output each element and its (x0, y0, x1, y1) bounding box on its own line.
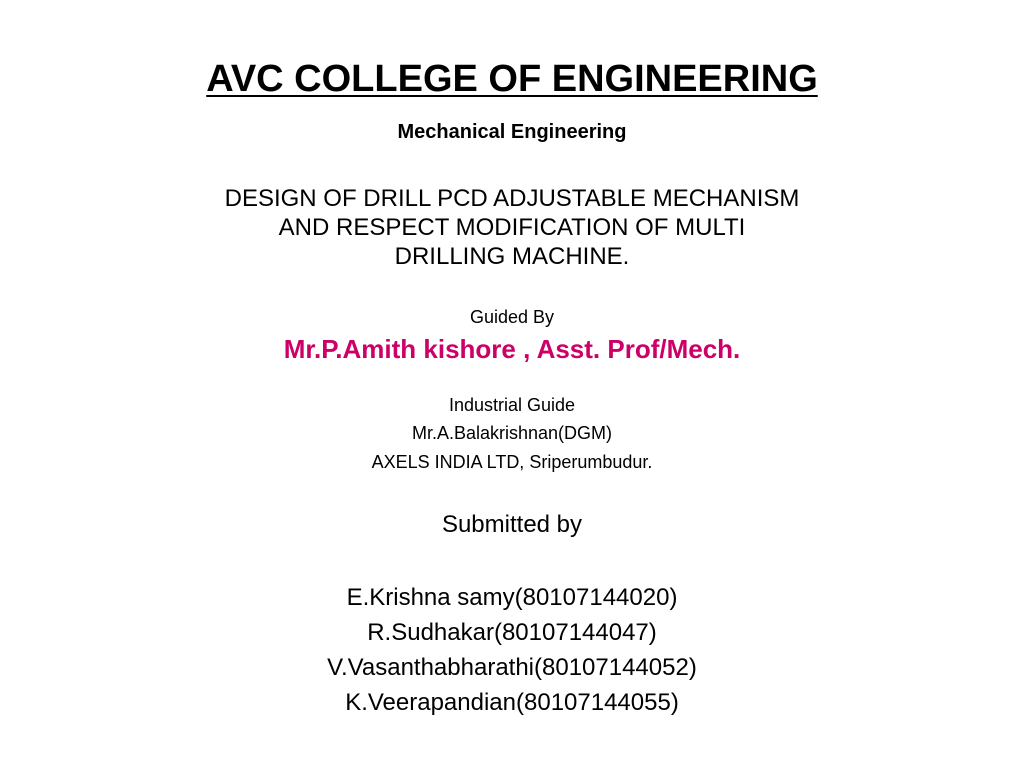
submitted-by-label: Submitted by (441, 511, 583, 538)
industrial-guide-label: Industrial Guide (448, 395, 576, 415)
guided-by-label: Guided By (469, 307, 555, 327)
project-title-line: AND RESPECT MODIFICATION OF MULTI (278, 214, 746, 241)
guide-name: Mr.P.Amith kishore , Asst. Prof/Mech. (283, 334, 741, 364)
team-member: K.Veerapandian(80107144055) (345, 689, 679, 716)
team-member: V.Vasanthabharathi(80107144052) (327, 654, 697, 681)
department-name: Mechanical Engineering (397, 121, 627, 143)
industrial-guide-name: Mr.A.Balakrishnan(DGM) (411, 423, 613, 443)
project-title-line: DESIGN OF DRILL PCD ADJUSTABLE MECHANISM (224, 185, 800, 212)
college-title: AVC COLLEGE OF ENGINEERING (206, 58, 818, 100)
team-member-list (0, 580, 1024, 720)
team-member: E.Krishna samy(80107144020) (346, 584, 678, 611)
project-title-line: DRILLING MACHINE. (394, 243, 630, 270)
industrial-guide-company: AXELS INDIA LTD, Sriperumbudur. (371, 452, 653, 472)
team-member: R.Sudhakar(80107144047) (367, 619, 657, 646)
project-title (0, 184, 1024, 271)
